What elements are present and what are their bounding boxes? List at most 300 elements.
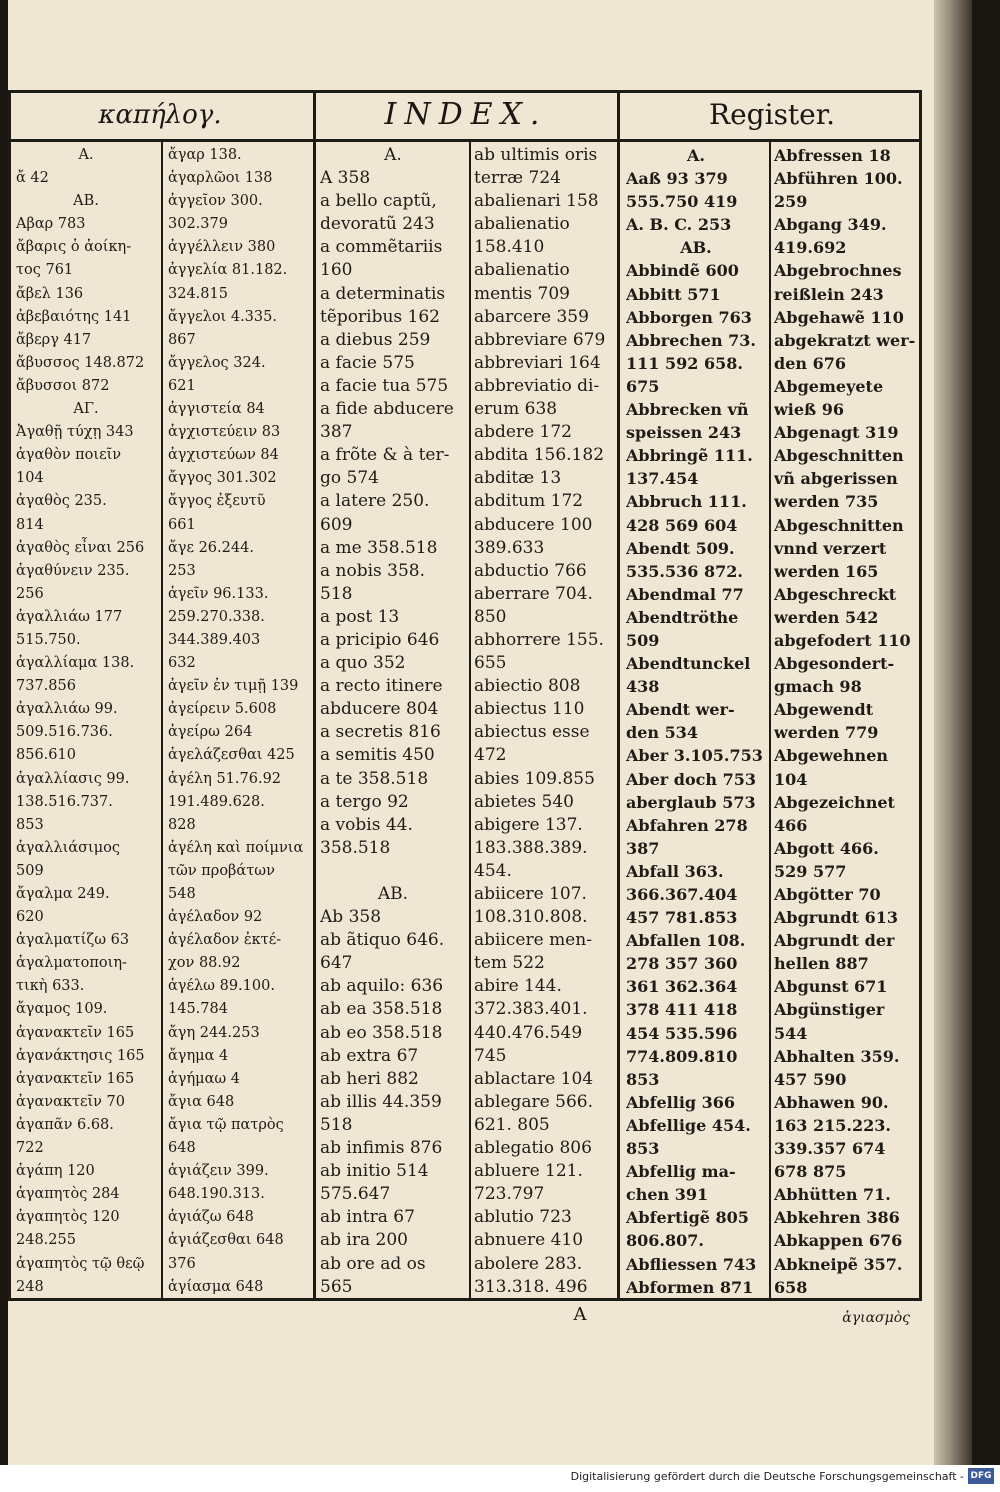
index-line: 621. 805 bbox=[474, 1114, 550, 1135]
index-line: ἀγανάκτησις 165 bbox=[16, 1047, 145, 1064]
index-line: Aber 3.105.753 bbox=[626, 746, 763, 766]
index-line: 358.518 bbox=[320, 837, 391, 858]
index-line: ἀγαθύνειν 235. bbox=[16, 562, 130, 579]
latin-column-2 bbox=[474, 144, 616, 1298]
index-line: abgefodert 110 bbox=[774, 630, 911, 650]
greek-column-2 bbox=[168, 144, 310, 1298]
index-line: a commẽtariis bbox=[320, 237, 443, 258]
index-line: aberglaub 573 bbox=[626, 792, 756, 812]
index-line: 620 bbox=[16, 909, 44, 926]
index-line: 515.750. bbox=[16, 631, 81, 648]
index-line: ἀγαλματίζω 63 bbox=[16, 932, 130, 949]
index-line: abolere 283. bbox=[474, 1253, 583, 1274]
index-line: Abbrecken vñ bbox=[626, 400, 749, 420]
index-line: Abendtunckel bbox=[626, 654, 751, 674]
index-line: Abfressen 18 bbox=[774, 146, 891, 165]
index-line: aberrare 704. bbox=[474, 583, 593, 604]
index-line: ἀγείρω 264 bbox=[168, 724, 253, 741]
dfg-logo: DFG bbox=[968, 1468, 994, 1484]
index-line: ἀγέλω 89.100. bbox=[168, 978, 275, 995]
index-line: ab illis 44.359 bbox=[320, 1091, 442, 1112]
index-line: Aber doch 753 bbox=[626, 769, 756, 789]
index-line: ab infimis 876 bbox=[320, 1138, 443, 1159]
index-line: A. bbox=[687, 146, 705, 165]
index-line: ab ea 358.518 bbox=[320, 999, 443, 1020]
index-line: 555.750 419 bbox=[626, 192, 738, 212]
index-line: abiectus 110 bbox=[474, 699, 585, 720]
index-line: ἀγγιστεία 84 bbox=[168, 401, 265, 418]
index-line: ἀγαθὸς εἶναι 256 bbox=[16, 539, 145, 556]
index-line: ablegatio 806 bbox=[474, 1138, 592, 1159]
index-line: 191.489.628. bbox=[168, 793, 265, 810]
index-line: Ἀγαθῇ τύχῃ 343 bbox=[16, 424, 134, 441]
index-line: a secretis 816 bbox=[320, 722, 441, 743]
index-line: a determinatis bbox=[320, 283, 446, 304]
index-line: ἄβεργ 417 bbox=[16, 331, 92, 348]
index-line: ἀγαλλιάω 99. bbox=[16, 701, 118, 718]
index-line: ἀβεβαιότης 141 bbox=[16, 308, 132, 325]
index-line: ἀγγελία 81.182. bbox=[168, 262, 288, 279]
index-line: A. B. C. 253 bbox=[626, 215, 732, 235]
index-line: 518 bbox=[320, 1114, 353, 1135]
index-line: Abfellig 366 bbox=[626, 1092, 736, 1112]
index-line: ἄγαρ 138. bbox=[168, 147, 242, 163]
index-line: 454. bbox=[474, 860, 512, 881]
index-line: 745 bbox=[474, 1045, 507, 1066]
index-line: go 574 bbox=[320, 468, 379, 489]
index-line: ἀγελάζεσθαι 425 bbox=[168, 747, 295, 764]
index-line: den 534 bbox=[626, 723, 698, 743]
index-line bbox=[320, 860, 466, 883]
index-line: mentis 709 bbox=[474, 283, 570, 304]
index-line: ἀγήμαω 4 bbox=[168, 1070, 241, 1087]
index-line: ab intra 67 bbox=[320, 1207, 415, 1228]
index-line: ἄγη 244.253 bbox=[168, 1024, 260, 1041]
index-line: 111 592 658. bbox=[626, 353, 743, 373]
index-line: ἀγγέλλειν 380 bbox=[168, 239, 276, 256]
index-line: 648 bbox=[168, 1140, 196, 1157]
index-line: A. bbox=[78, 147, 94, 163]
index-line: ἀγέλη 51.76.92 bbox=[168, 770, 282, 787]
index-line: abducere 804 bbox=[320, 699, 439, 720]
index-line: Abendt 509. bbox=[626, 538, 735, 558]
catchword: ἁγιασμὸς bbox=[842, 1310, 910, 1326]
index-line: werden 165 bbox=[774, 561, 879, 581]
index-line: 372.383.401. bbox=[474, 999, 588, 1020]
index-line: ἄβελ 136 bbox=[16, 285, 84, 302]
index-line: ἄβυσσοι 872 bbox=[16, 377, 110, 394]
index-line: ἀγέλαδον ἐκτέ- bbox=[168, 932, 282, 949]
index-line: 158.410 bbox=[474, 237, 545, 258]
index-line: ἄγγος ἐξευτῦ bbox=[168, 493, 266, 510]
index-line: ἀγαθὸς 235. bbox=[16, 493, 107, 510]
index-line: 621 bbox=[168, 377, 196, 394]
index-line: a post 13 bbox=[320, 606, 400, 627]
index-line: ab heri 882 bbox=[320, 1068, 419, 1089]
index-line: a fide abducere bbox=[320, 399, 454, 420]
index-line: ἀγανακτεῖν 165 bbox=[16, 1070, 135, 1087]
index-line: Abbrechen 73. bbox=[626, 330, 756, 350]
index-line: abducere 100 bbox=[474, 514, 593, 535]
latin-column-1 bbox=[320, 144, 466, 1298]
index-line: gmach 98 bbox=[774, 677, 862, 697]
index-line: ἀγανακτεῖν 165 bbox=[16, 1024, 135, 1041]
index-line: 828 bbox=[168, 816, 196, 833]
index-line: a latere 250. bbox=[320, 491, 430, 512]
index-line: 163 215.223. bbox=[774, 1115, 891, 1135]
index-line: Abbindẽ 600 bbox=[626, 261, 739, 281]
column-rule-2 bbox=[469, 142, 471, 1298]
index-line: 259 bbox=[774, 192, 808, 212]
index-line: vñ abgerissen bbox=[774, 469, 898, 489]
index-line: a diebus 259 bbox=[320, 329, 431, 350]
index-line: τῶν προβάτων bbox=[168, 862, 275, 879]
index-line: Abgünstiger bbox=[774, 1000, 885, 1020]
section-rule-2 bbox=[617, 90, 620, 1301]
index-line: ἀγαλλίασις 99. bbox=[16, 770, 130, 787]
index-line: 723.797 bbox=[474, 1184, 545, 1205]
index-line: 806.807. bbox=[626, 1231, 704, 1251]
index-line: Abkneipẽ 357. bbox=[774, 1254, 903, 1274]
index-line: ἄγγελος 324. bbox=[168, 354, 266, 371]
german-column-1 bbox=[626, 144, 766, 1298]
index-line: ἀγαλλιάω 177 bbox=[16, 608, 123, 625]
index-line: ἄ 42 bbox=[16, 170, 49, 187]
index-line: ab ira 200 bbox=[320, 1230, 408, 1251]
index-line: 387 bbox=[320, 422, 353, 443]
index-line: ἀγχιστεύειν 83 bbox=[168, 424, 281, 441]
index-line: ἀγγεῖον 300. bbox=[168, 193, 263, 210]
greek-section-heading: καπήλογ. bbox=[98, 100, 222, 130]
index-line: a pricipio 646 bbox=[320, 629, 440, 650]
bottom-rule bbox=[8, 1298, 922, 1301]
index-line: 737.856 bbox=[16, 678, 76, 695]
index-line: abdita 156.182 bbox=[474, 445, 605, 466]
digitization-note: Digitalisierung gefördert durch die Deutsche Forschungsgemeinschaft - bbox=[570, 1470, 964, 1483]
index-line: 565 bbox=[320, 1276, 353, 1297]
index-line: Abkehren 386 bbox=[774, 1208, 900, 1228]
index-line: tẽporibus 162 bbox=[320, 306, 440, 327]
index-line: Abkappen 676 bbox=[774, 1231, 903, 1251]
index-line: 104 bbox=[16, 470, 44, 487]
index-line: AB. bbox=[377, 884, 409, 904]
index-line: 440.476.549 bbox=[474, 1022, 583, 1043]
index-line: 853 bbox=[626, 1069, 660, 1089]
index-line: 647 bbox=[320, 953, 353, 974]
index-line: hellen 887 bbox=[774, 954, 869, 974]
index-line: ab extra 67 bbox=[320, 1045, 419, 1066]
index-line: Abfahren 278 bbox=[626, 815, 748, 835]
index-line: Abfellige 454. bbox=[626, 1115, 751, 1135]
index-line: 853 bbox=[16, 816, 44, 833]
index-line: ἀγαλλίαμα 138. bbox=[16, 655, 135, 672]
index-line: Abgeschnitten bbox=[774, 446, 904, 466]
index-line: Αβαρ 783 bbox=[16, 216, 86, 233]
index-line: ἀγέλη καὶ ποίμνια bbox=[168, 839, 304, 856]
index-line: 661 bbox=[168, 516, 196, 533]
index-line: A 358 bbox=[320, 168, 371, 189]
index-line: vnnd verzert bbox=[774, 538, 887, 558]
index-line: a semitis 450 bbox=[320, 745, 435, 766]
index-line: 472 bbox=[474, 745, 507, 766]
index-line: χον 88.92 bbox=[168, 955, 241, 972]
index-line: ἁγιάζω 648 bbox=[168, 1209, 254, 1226]
index-line: ἀγαπητὸς 284 bbox=[16, 1186, 120, 1203]
index-line: 419.692 bbox=[774, 238, 847, 258]
index-line: ΑΓ. bbox=[73, 401, 99, 418]
index-line: ἁγιάζειν 399. bbox=[168, 1163, 269, 1180]
index-line: Abendt wer- bbox=[626, 700, 735, 720]
index-line: speissen 243 bbox=[626, 423, 742, 443]
index-line: AB. bbox=[73, 193, 99, 210]
index-line: ab aquilo: 636 bbox=[320, 976, 444, 997]
index-line: 853 bbox=[626, 1139, 660, 1159]
index-line: werden 542 bbox=[774, 607, 879, 627]
index-line: ablutio 723 bbox=[474, 1207, 572, 1228]
index-line: ab ultimis oris bbox=[474, 145, 598, 165]
index-line: 339.357 674 bbox=[774, 1139, 886, 1159]
index-line: Abgebrochnes bbox=[774, 261, 902, 281]
index-line: AB. bbox=[680, 238, 712, 258]
index-line: 344.389.403 bbox=[168, 631, 261, 648]
index-line: abalienari 158 bbox=[474, 191, 599, 212]
index-line: Abfellig ma- bbox=[626, 1162, 736, 1182]
index-line: 655 bbox=[474, 653, 507, 674]
index-line: Abendtröthe bbox=[626, 607, 739, 627]
index-line: 248.255 bbox=[16, 1232, 76, 1249]
column-rule-3 bbox=[769, 142, 771, 1298]
index-line: ἄβαρις ὁ ἀοίκη- bbox=[16, 239, 132, 256]
index-line: den 676 bbox=[774, 353, 846, 373]
index-line: ἀγανακτεῖν 70 bbox=[16, 1093, 126, 1110]
index-line: 632 bbox=[168, 655, 196, 672]
index-line: 509.516.736. bbox=[16, 724, 113, 741]
index-line: ἀγέλαδον 92 bbox=[168, 909, 263, 926]
index-line: ἀγαρλῶοι 138 bbox=[168, 170, 273, 187]
index-line: abdere 172 bbox=[474, 422, 572, 443]
index-line: ἀγαπητὸς 120 bbox=[16, 1209, 120, 1226]
index-line: 867 bbox=[168, 331, 196, 348]
index-line: ab ãtiquo 646. bbox=[320, 930, 445, 951]
signature-mark: A bbox=[573, 1304, 587, 1325]
index-line: 814 bbox=[16, 516, 44, 533]
index-line: ἁγίασμα 648 bbox=[168, 1278, 264, 1295]
index-line: 366.367.404 bbox=[626, 885, 738, 904]
index-line: a facie tua 575 bbox=[320, 375, 449, 396]
index-line: abigere 137. bbox=[474, 814, 583, 835]
index-line: Abgrundt 613 bbox=[774, 908, 899, 928]
index-line: 575.647 bbox=[320, 1184, 391, 1205]
index-line: a quo 352 bbox=[320, 653, 406, 674]
index-line: 454 535.596 bbox=[626, 1023, 738, 1043]
index-line: 535.536 872. bbox=[626, 561, 743, 581]
index-line: abbreviatio di- bbox=[474, 375, 600, 396]
index-line: Abgeschreckt bbox=[774, 584, 897, 604]
index-line: Abgewehnen bbox=[774, 746, 888, 766]
index-line: 678 875 bbox=[774, 1162, 847, 1182]
index-line: 253 bbox=[168, 562, 196, 579]
index-line: τικὴ 633. bbox=[16, 978, 85, 995]
index-line: 466 bbox=[774, 815, 808, 835]
index-line: abgekratzt wer- bbox=[774, 330, 916, 350]
index-line: a facie 575 bbox=[320, 352, 415, 373]
index-line: Abgrundt der bbox=[774, 931, 895, 951]
index-line: Abborgen 763 bbox=[626, 307, 752, 327]
latin-section-heading: INDEX. bbox=[384, 97, 548, 132]
index-line: Abgezeichnet bbox=[774, 792, 895, 812]
index-line: Abgehawẽ 110 bbox=[774, 307, 904, 327]
index-line: abiectus esse bbox=[474, 722, 590, 743]
index-line: werden 735 bbox=[774, 492, 879, 512]
index-line: 183.388.389. bbox=[474, 837, 588, 858]
index-line: Abgemeyete bbox=[774, 376, 884, 396]
index-line: 259.270.338. bbox=[168, 608, 265, 625]
german-column-2 bbox=[774, 144, 920, 1298]
index-line: 313.318. 496 bbox=[474, 1276, 588, 1297]
index-line: Abgenagt 319 bbox=[774, 423, 899, 443]
index-line: ἀγάπη 120 bbox=[16, 1163, 95, 1180]
index-line: 509 bbox=[626, 630, 660, 650]
index-line: erum 638 bbox=[474, 399, 558, 420]
index-line: Ab 358 bbox=[320, 907, 382, 928]
index-line: ἄγε 26.244. bbox=[168, 539, 254, 556]
index-line: 850 bbox=[474, 606, 507, 627]
index-line: ἀγχιστεύων 84 bbox=[168, 447, 279, 464]
index-line: Abgunst 671 bbox=[774, 977, 888, 997]
index-line: abditæ 13 bbox=[474, 468, 562, 489]
index-line: ἄγημα 4 bbox=[168, 1047, 229, 1064]
index-line: Abbringẽ 111. bbox=[626, 446, 753, 466]
index-line: 675 bbox=[626, 376, 660, 396]
page-edge bbox=[934, 0, 972, 1465]
index-line: a vobis 44. bbox=[320, 814, 413, 835]
index-line: abductio 766 bbox=[474, 560, 587, 581]
index-line: Abhütten 71. bbox=[774, 1185, 891, 1205]
index-line: ἁγιάζεσθαι 648 bbox=[168, 1232, 284, 1249]
index-line: 856.610 bbox=[16, 747, 76, 764]
index-line: 509 bbox=[16, 862, 44, 879]
index-line: 609 bbox=[320, 514, 353, 535]
index-line: Abfliessen 743 bbox=[626, 1254, 757, 1274]
index-line: 722 bbox=[16, 1140, 44, 1157]
greek-column-1 bbox=[16, 144, 156, 1298]
index-line: τος 761 bbox=[16, 262, 74, 279]
index-line: Abgewendt bbox=[774, 700, 874, 720]
index-line: 648.190.313. bbox=[168, 1186, 265, 1203]
index-line: 302.379 bbox=[168, 216, 228, 233]
index-line: Abhawen 90. bbox=[774, 1092, 889, 1112]
index-line: 278 357 360 bbox=[626, 954, 738, 974]
index-line: ablactare 104 bbox=[474, 1068, 594, 1089]
index-line: 378 411 418 bbox=[626, 1000, 738, 1020]
index-line: a bello captũ, bbox=[320, 191, 437, 212]
index-line: Abgeschnitten bbox=[774, 515, 904, 535]
index-line: 361 362.364 bbox=[626, 977, 738, 997]
index-line: tem 522 bbox=[474, 953, 545, 974]
index-line: 457 590 bbox=[774, 1069, 847, 1089]
index-line: abalienatio bbox=[474, 260, 570, 281]
index-line: 438 bbox=[626, 677, 660, 697]
index-line: 376 bbox=[168, 1255, 196, 1272]
index-line: a me 358.518 bbox=[320, 537, 438, 558]
index-line: ἄγγελοι 4.335. bbox=[168, 308, 277, 325]
index-line: 256 bbox=[16, 585, 44, 602]
index-line: ἀγεῖν 96.133. bbox=[168, 585, 269, 602]
index-line: ab initio 514 bbox=[320, 1161, 429, 1182]
index-line: ἄγγος 301.302 bbox=[168, 470, 277, 487]
index-line: Abgesondert- bbox=[774, 654, 895, 674]
index-line: ab ore ad os bbox=[320, 1253, 426, 1274]
index-line: chen 391 bbox=[626, 1185, 709, 1205]
index-line: Abendmal 77 bbox=[626, 584, 744, 604]
index-line: Abformen 871 bbox=[626, 1277, 754, 1297]
index-line: a frõte & à ter- bbox=[320, 445, 450, 466]
index-line: 428 569 604 bbox=[626, 515, 738, 535]
index-line: Abführen 100. bbox=[774, 169, 903, 189]
index-line: ἀγαλλιάσιμος bbox=[16, 839, 120, 856]
index-line: Abgott 466. bbox=[774, 838, 879, 858]
index-line: ἄγια τῷ πατρὸς bbox=[168, 1116, 284, 1133]
index-line: terræ 724 bbox=[474, 168, 561, 189]
index-line: 145.784 bbox=[168, 1001, 228, 1018]
index-line: 324.815 bbox=[168, 285, 228, 302]
index-line: Abgötter 70 bbox=[774, 885, 881, 904]
index-line: abditum 172 bbox=[474, 491, 584, 512]
index-line: reißlein 243 bbox=[774, 284, 884, 304]
index-line: ἀγείρειν 5.608 bbox=[168, 701, 277, 718]
index-line: abiectio 808 bbox=[474, 676, 581, 697]
index-line: a tergo 92 bbox=[320, 791, 409, 812]
index-line: Abfall 363. bbox=[626, 861, 724, 881]
index-line: Abbruch 111. bbox=[626, 492, 747, 512]
index-line: 658 bbox=[774, 1277, 808, 1297]
index-line: abhorrere 155. bbox=[474, 629, 604, 650]
index-line: ἄγια 648 bbox=[168, 1093, 235, 1110]
index-line: abalienatio bbox=[474, 214, 570, 235]
index-line: wieß 96 bbox=[774, 400, 845, 420]
index-line: 108.310.808. bbox=[474, 907, 588, 928]
index-line: abluere 121. bbox=[474, 1161, 583, 1182]
index-line: Aaß 93 379 bbox=[626, 169, 728, 189]
index-line: abbreviare 679 bbox=[474, 329, 606, 350]
index-line: a nobis 358. bbox=[320, 560, 426, 581]
index-line: 387 bbox=[626, 838, 660, 858]
index-line: ἀγεῖν ἐν τιμῇ 139 bbox=[168, 678, 299, 695]
index-line: ab eo 358.518 bbox=[320, 1022, 443, 1043]
index-line: 529 577 bbox=[774, 861, 847, 881]
section-rule-1 bbox=[313, 90, 316, 1301]
index-line: Abfallen 108. bbox=[626, 931, 746, 951]
index-line: werden 779 bbox=[774, 723, 879, 743]
index-line: a recto itinere bbox=[320, 676, 443, 697]
index-line: ἄβυσσος 148.872 bbox=[16, 354, 145, 371]
index-line: 518 bbox=[320, 583, 353, 604]
index-line: 548 bbox=[168, 886, 196, 902]
index-line: Abhalten 359. bbox=[774, 1046, 900, 1066]
index-line: ἄγαμος 109. bbox=[16, 1001, 108, 1018]
index-line: ἀγαλματοποιη- bbox=[16, 955, 127, 972]
index-line: abbreviari 164 bbox=[474, 352, 601, 373]
index-line: Abbitt 571 bbox=[626, 284, 721, 304]
index-line: a te 358.518 bbox=[320, 768, 429, 789]
index-line: 138.516.737. bbox=[16, 793, 113, 810]
index-line: 544 bbox=[774, 1023, 808, 1043]
index-line: devoratũ 243 bbox=[320, 214, 435, 235]
index-line: abietes 540 bbox=[474, 791, 574, 812]
index-line: abarcere 359 bbox=[474, 306, 589, 327]
header-rule bbox=[8, 139, 922, 142]
column-rule-1 bbox=[161, 142, 163, 1298]
